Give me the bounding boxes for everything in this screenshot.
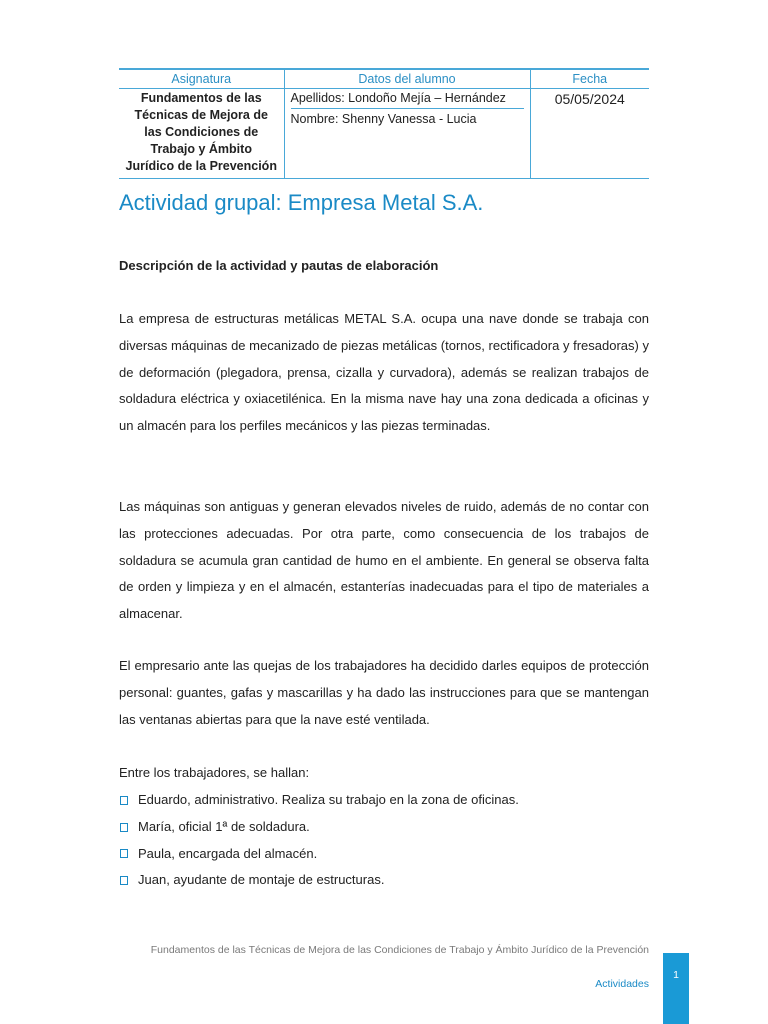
worker-text: María, oficial 1ª de soldadura. (138, 818, 310, 834)
worker-text: Juan, ayudante de montaje de estructuras. (138, 872, 385, 888)
student-surnames: Apellidos: Londoño Mejía – Hernández (291, 89, 524, 109)
list-item (119, 814, 649, 841)
header-table (119, 68, 649, 179)
worker-text: Paula, encargada del almacén. (138, 845, 318, 861)
list-item (119, 787, 649, 814)
paragraph-machines: Las máquinas son antiguas y generan elevados niveles de ruido, además de no contar con las protecciones adecuadas. Por otra parte, como consecuencia de los trabajos de soldadura se acumula gran cantidad de humo en el ambiente. En general se observa falta de orden y limpieza y en el almacén, estanterías inadecuadas para el tipo de materiales a almacenar. (119, 499, 649, 622)
paragraph-workers-intro: Entre los trabajadores, se hallan: (119, 765, 310, 780)
list-item (119, 867, 649, 894)
worker-text: Eduardo, administrativo. Realiza su trabajo en la zona de oficinas. (138, 792, 519, 807)
paragraph-company: La empresa de estructuras metálicas METAL S.A. ocupa una nave donde se trabaja con diversas máquinas de mecanizado de piezas metálicas (tornos, rectificadora y fresadoras) y de deformación (plegadora, prensa, cizalla y curvadora), además se realizan trabajos de soldadura eléctrica y oxiacetilénica. En la misma nave hay una zona dedicada a oficinas y un almacén para los perfiles mecánicos y las piezas terminadas. (119, 311, 649, 434)
header-student-label: Datos del alumno (284, 69, 530, 88)
page-title: Actividad grupal: Empresa Metal S.A. (119, 190, 484, 215)
workers-list (119, 787, 649, 894)
header-row (119, 69, 649, 88)
student-data (284, 88, 530, 178)
header-values-row (119, 88, 649, 178)
section-subtitle: Descripción de la actividad y pautas de elaboración (119, 258, 439, 273)
square-bullet-icon (120, 849, 128, 858)
list-item (119, 841, 649, 868)
subject-name: Fundamentos de las Técnicas de Mejora de las Condiciones de Trabajo y Ámbito Jurídico de la Prevención (119, 88, 284, 178)
page-number: 1 (673, 969, 679, 981)
square-bullet-icon (120, 876, 128, 885)
header-subject-label: Asignatura (119, 69, 284, 88)
footer-subject: Fundamentos de las Técnicas de Mejora de las Condiciones de Trabajo y Ámbito Jurídico de la Prevención (150, 944, 649, 956)
paragraph-employer: El empresario ante las quejas de los trabajadores ha decidido darles equipos de protección personal: guantes, gafas y mascarillas y ha dado las instrucciones para que se mantengan las ventanas abiertas para que la nave esté ventilada. (119, 658, 649, 727)
square-bullet-icon (120, 823, 128, 832)
header-date-label: Fecha (530, 69, 649, 88)
student-name: Nombre: Shenny Vanessa - Lucia (290, 111, 477, 126)
square-bullet-icon (120, 796, 128, 805)
footer-section: Actividades (595, 978, 649, 990)
page-number-badge (663, 953, 689, 1024)
submission-date: 05/05/2024 (530, 88, 649, 178)
